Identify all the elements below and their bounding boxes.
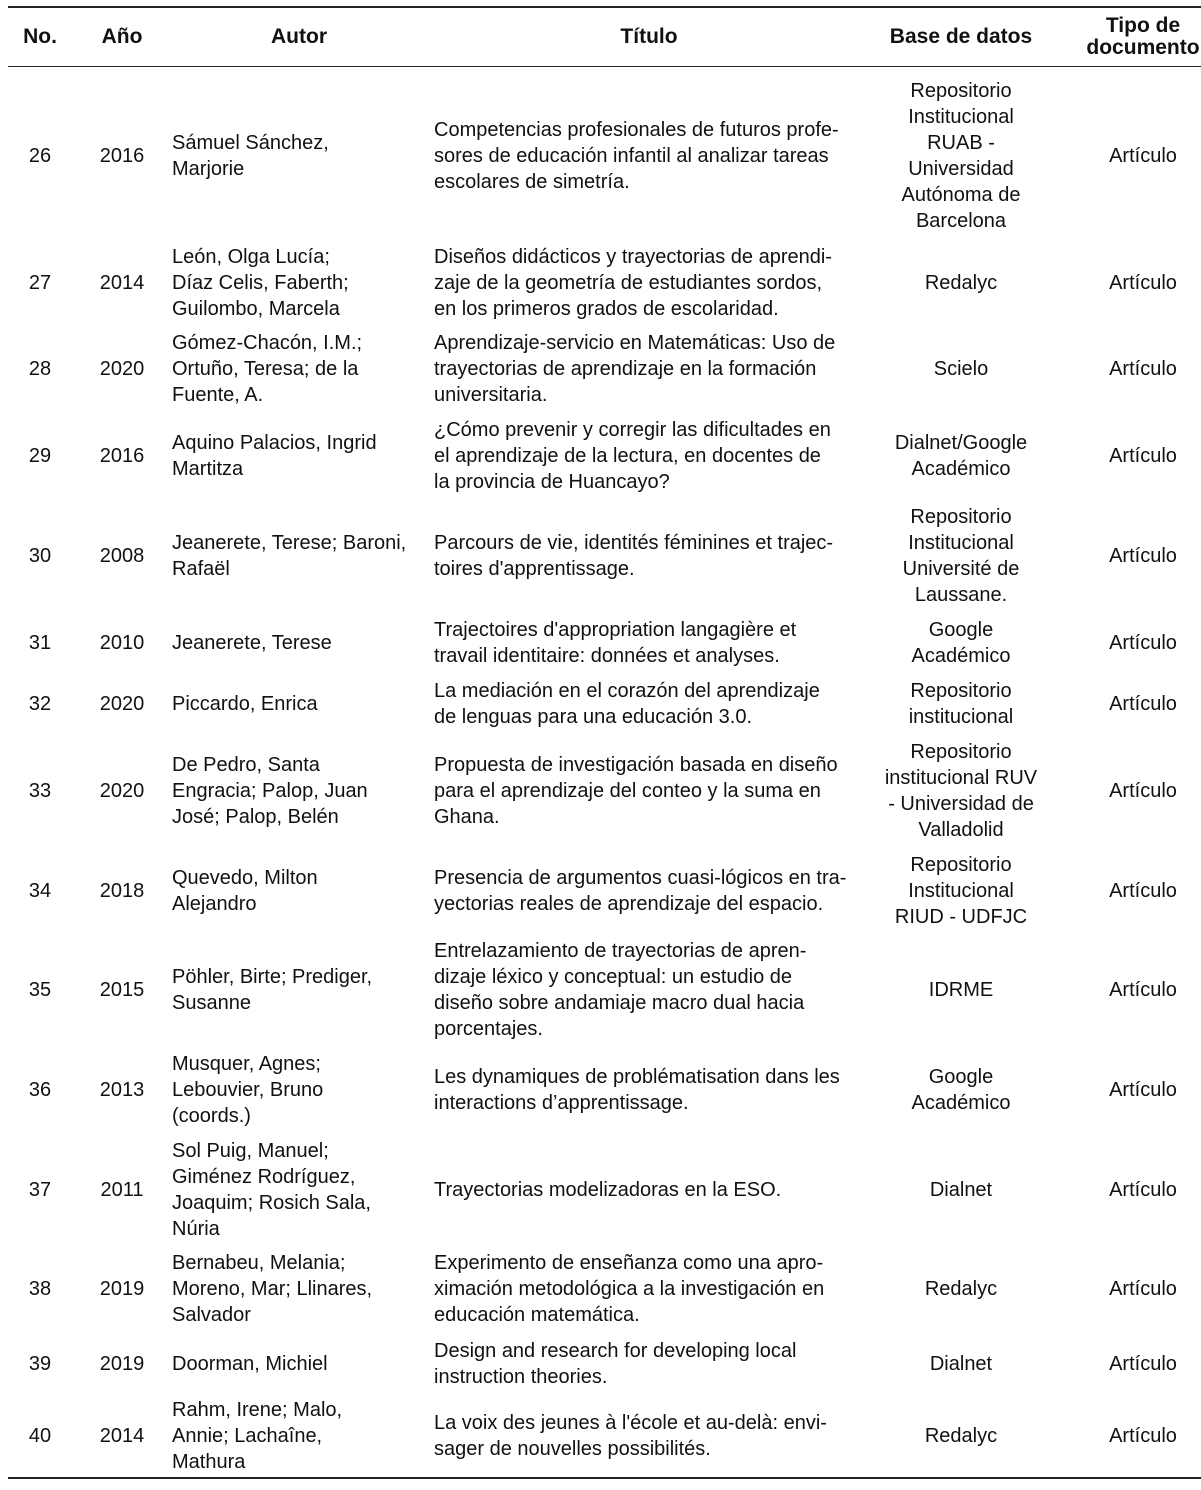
title-line: Trajectoires d'appropriation langagière et: [434, 619, 797, 641]
author-line: Jeanerete, Terese; Baroni,: [172, 532, 407, 554]
author-line: Rafaël: [172, 558, 230, 580]
cell-author: [172, 67, 426, 242]
table-row: [8, 241, 1201, 325]
cell-database: [872, 1395, 1050, 1478]
database-line: Académico: [911, 645, 1011, 667]
cell-no: 40: [28, 1425, 52, 1447]
database-line: institucional: [908, 706, 1014, 728]
cell-no: 31: [28, 632, 52, 654]
author-line: Núria: [172, 1218, 220, 1240]
title-line: Experimento de enseñanza como una apro-: [434, 1252, 824, 1274]
database-line: Académico: [911, 1092, 1011, 1114]
author-line: Mathura: [172, 1451, 246, 1473]
cell-database: [872, 1245, 1050, 1333]
cell-title: [426, 499, 872, 613]
cell-year: 2019: [99, 1353, 145, 1375]
cell-author: [172, 847, 426, 935]
title-line: Design and research for developing local: [434, 1340, 797, 1362]
cell-no: 39: [28, 1353, 52, 1375]
cell-year: 2019: [99, 1278, 145, 1300]
cell-no: 29: [28, 445, 52, 467]
title-line: Parcours de vie, identités féminines et trajec-: [434, 532, 834, 554]
cell-title: [426, 1395, 872, 1478]
table-row: [8, 325, 1201, 413]
author-line: Aquino Palacios, Ingrid: [172, 432, 377, 454]
cell-year: 2011: [100, 1179, 144, 1201]
title-line: interactions d’apprentissage.: [434, 1092, 689, 1114]
database-line: Redalyc: [924, 272, 998, 294]
cell-doc-type: Artículo: [1109, 979, 1177, 1001]
title-line: trayectorias de aprendizaje en la formación: [434, 358, 817, 380]
table-row: [8, 673, 1201, 735]
title-line: dizaje léxico y conceptual: un estudio de: [434, 966, 793, 988]
cell-author: [172, 673, 426, 735]
cell-year: 2018: [99, 880, 145, 902]
database-line: RIUD - UDFJC: [894, 906, 1028, 928]
cell-doc-type: Artículo: [1109, 1079, 1177, 1101]
cell-author: [172, 1045, 426, 1135]
title-line: La mediación en el corazón del aprendizaje: [434, 680, 820, 702]
title-line: educación matemática.: [434, 1304, 640, 1326]
database-line: RUAB -: [927, 132, 995, 154]
cell-database: [872, 673, 1050, 735]
author-line: Pöhler, Birte; Prediger,: [172, 966, 373, 988]
author-line: Jeanerete, Terese: [172, 632, 332, 654]
database-line: Académico: [911, 458, 1011, 480]
table-row: [8, 499, 1201, 613]
author-line: Engracia; Palop, Juan: [172, 780, 368, 802]
cell-doc-type: Artículo: [1109, 880, 1177, 902]
header-doc-type-line: Tipo de: [1105, 14, 1181, 37]
header-database: Base de datos: [889, 25, 1033, 48]
author-line: Doorman, Michiel: [172, 1353, 328, 1375]
cell-year: 2014: [99, 272, 145, 294]
cell-title: [426, 413, 872, 499]
cell-author: [172, 413, 426, 499]
cell-author: [172, 499, 426, 613]
title-line: Les dynamiques de problématisation dans les: [434, 1066, 840, 1088]
cell-year: 2015: [99, 979, 145, 1001]
database-line: Repositorio: [910, 854, 1012, 876]
header-no: No.: [23, 25, 57, 48]
table-row: [8, 1395, 1201, 1478]
title-line: Competencias profesionales de futuros profe-: [434, 119, 839, 141]
cell-title: [426, 325, 872, 413]
cell-title: [426, 241, 872, 325]
author-line: Musquer, Agnes;: [172, 1053, 321, 1075]
title-line: porcentajes.: [434, 1018, 543, 1040]
database-line: Redalyc: [924, 1278, 998, 1300]
title-line: para el aprendizaje del conteo y la suma en: [434, 780, 821, 802]
cell-doc-type: Artículo: [1109, 693, 1177, 715]
title-line: escolares de simetría.: [434, 171, 630, 193]
database-line: Universidad: [908, 158, 1014, 180]
table-row: [8, 613, 1201, 673]
cell-database: [872, 413, 1050, 499]
author-line: León, Olga Lucía;: [172, 246, 330, 268]
cell-database: [872, 735, 1050, 847]
title-line: instruction theories.: [434, 1366, 608, 1388]
cell-author: [172, 735, 426, 847]
title-line: en los primeros grados de escolaridad.: [434, 298, 779, 320]
title-line: sores de educación infantil al analizar tareas: [434, 145, 829, 167]
table-body: [8, 67, 1201, 1479]
database-line: Dialnet: [929, 1353, 993, 1375]
title-line: yectorias reales de aprendizaje del espacio.: [434, 893, 824, 915]
author-line: Joaquim; Rosich Sala,: [172, 1192, 371, 1214]
cell-author: [172, 613, 426, 673]
table-row: [8, 935, 1201, 1045]
author-line: Sámuel Sánchez,: [172, 132, 329, 154]
cell-doc-type: Artículo: [1109, 1425, 1177, 1447]
author-line: De Pedro, Santa: [172, 754, 320, 776]
table-row: [8, 67, 1201, 242]
cell-title: [426, 1245, 872, 1333]
cell-doc-type: Artículo: [1109, 358, 1177, 380]
database-line: Google: [928, 1066, 994, 1088]
cell-title: [426, 935, 872, 1045]
cell-year: 2016: [99, 445, 145, 467]
cell-year: 2010: [99, 632, 145, 654]
title-line: ximación metodológica a la investigación en: [434, 1278, 825, 1300]
database-line: Barcelona: [915, 210, 1007, 232]
database-line: Repositorio: [910, 506, 1012, 528]
references-table: [8, 6, 1201, 1479]
cell-doc-type: Artículo: [1109, 780, 1177, 802]
table-row: [8, 1333, 1201, 1395]
cell-title: [426, 1045, 872, 1135]
author-line: Díaz Celis, Faberth;: [172, 272, 349, 294]
author-line: Gómez-Chacón, I.M.;: [172, 332, 363, 354]
cell-year: 2020: [99, 693, 145, 715]
cell-database: [872, 613, 1050, 673]
cell-author: [172, 325, 426, 413]
cell-doc-type: Artículo: [1109, 1278, 1177, 1300]
cell-no: 38: [28, 1278, 52, 1300]
cell-doc-type: Artículo: [1109, 272, 1177, 294]
cell-doc-type: Artículo: [1109, 145, 1177, 167]
title-line: sager de nouvelles possibilités.: [434, 1438, 711, 1460]
cell-database: [872, 67, 1050, 242]
title-line: ¿Cómo prevenir y corregir las dificultades en: [434, 419, 831, 441]
author-line: Salvador: [172, 1304, 251, 1326]
table-row: [8, 1245, 1201, 1333]
cell-author: [172, 1245, 426, 1333]
header-title: Título: [620, 25, 678, 48]
title-line: Trayectorias modelizadoras en la ESO.: [434, 1179, 782, 1201]
cell-title: [426, 1333, 872, 1395]
cell-title: [426, 673, 872, 735]
header-doc-type-line: documento: [1086, 36, 1200, 59]
author-line: Quevedo, Milton: [172, 867, 318, 889]
cell-year: 2020: [99, 358, 145, 380]
cell-author: [172, 241, 426, 325]
author-line: (coords.): [172, 1105, 251, 1127]
author-line: Guilombo, Marcela: [172, 298, 340, 320]
database-line: - Universidad de: [888, 793, 1034, 815]
cell-doc-type: Artículo: [1109, 545, 1177, 567]
cell-year: 2020: [99, 780, 145, 802]
author-line: Bernabeu, Melania;: [172, 1252, 346, 1274]
title-line: Propuesta de investigación basada en diseño: [434, 754, 838, 776]
author-line: Alejandro: [172, 893, 257, 915]
cell-no: 27: [28, 272, 52, 294]
cell-database: [872, 241, 1050, 325]
author-line: Susanne: [172, 992, 251, 1014]
database-line: Repositorio: [910, 741, 1012, 763]
database-line: Université de: [902, 558, 1020, 580]
author-line: Sol Puig, Manuel;: [172, 1140, 329, 1162]
author-line: Annie; Lachaîne,: [172, 1425, 323, 1447]
cell-no: 35: [28, 979, 52, 1001]
database-line: Repositorio: [910, 80, 1012, 102]
cell-no: 32: [28, 693, 52, 715]
cell-no: 30: [28, 545, 52, 567]
table-row: [8, 1135, 1201, 1245]
database-line: Institucional: [908, 106, 1014, 128]
cell-title: [426, 613, 872, 673]
database-line: Dialnet: [929, 1179, 993, 1201]
title-line: Diseños didácticos y trayectorias de aprendi-: [434, 246, 832, 268]
database-line: Institucional: [908, 880, 1014, 902]
cell-title: [426, 735, 872, 847]
title-line: La voix des jeunes à l'école et au-delà: envi-: [434, 1412, 827, 1434]
database-line: Valladolid: [918, 819, 1004, 841]
title-line: la provincia de Huancayo?: [434, 471, 670, 493]
cell-database: [872, 1135, 1050, 1245]
database-line: Redalyc: [924, 1425, 998, 1447]
author-line: Marjorie: [172, 158, 245, 180]
title-line: universitaria.: [434, 384, 548, 406]
cell-no: 33: [28, 780, 52, 802]
title-line: Aprendizaje-servicio en Matemáticas: Uso de: [434, 332, 836, 354]
cell-database: [872, 847, 1050, 935]
cell-no: 37: [28, 1179, 52, 1201]
database-line: Dialnet/Google: [894, 432, 1028, 454]
header-row: [8, 7, 1201, 67]
title-line: Ghana.: [434, 806, 500, 828]
database-line: institucional RUV: [884, 767, 1038, 789]
cell-database: [872, 499, 1050, 613]
cell-no: 28: [28, 358, 52, 380]
table-row: [8, 735, 1201, 847]
cell-doc-type: Artículo: [1109, 632, 1177, 654]
cell-no: 36: [28, 1079, 52, 1101]
author-line: José; Palop, Belén: [172, 806, 339, 828]
title-line: Presencia de argumentos cuasi-lógicos en tra-: [434, 867, 847, 889]
table-header: [8, 7, 1201, 67]
cell-doc-type: Artículo: [1109, 445, 1177, 467]
title-line: zaje de la geometría de estudiantes sordos,: [434, 272, 823, 294]
cell-database: [872, 325, 1050, 413]
title-line: de lenguas para una educación 3.0.: [434, 706, 753, 728]
cell-title: [426, 1135, 872, 1245]
cell-author: [172, 1395, 426, 1478]
table-row: [8, 413, 1201, 499]
database-line: Laussane.: [914, 584, 1008, 606]
cell-database: [872, 1333, 1050, 1395]
cell-author: [172, 1135, 426, 1245]
title-line: diseño sobre andamiaje macro dual hacia: [434, 992, 805, 1014]
author-line: Moreno, Mar; Llinares,: [172, 1278, 373, 1300]
cell-no: 34: [28, 880, 52, 902]
cell-doc-type: Artículo: [1109, 1179, 1177, 1201]
cell-year: 2013: [99, 1079, 145, 1101]
cell-title: [426, 67, 872, 242]
cell-author: [172, 935, 426, 1045]
title-line: Entrelazamiento de trayectorias de apren-: [434, 940, 807, 962]
cell-title: [426, 847, 872, 935]
author-line: Fuente, A.: [172, 384, 264, 406]
cell-year: 2016: [99, 145, 145, 167]
database-line: Autónoma de: [901, 184, 1021, 206]
author-line: Giménez Rodríguez,: [172, 1166, 356, 1188]
database-line: Google: [928, 619, 994, 641]
cell-database: [872, 935, 1050, 1045]
cell-no: 26: [28, 145, 52, 167]
table-row: [8, 1045, 1201, 1135]
database-line: Institucional: [908, 532, 1014, 554]
database-line: IDRME: [928, 979, 994, 1001]
author-line: Piccardo, Enrica: [172, 693, 318, 715]
title-line: el aprendizaje de la lectura, en docentes de: [434, 445, 821, 467]
cell-year: 2008: [99, 545, 145, 567]
cell-database: [872, 1045, 1050, 1135]
cell-year: 2014: [99, 1425, 145, 1447]
header-author: Autor: [271, 25, 327, 48]
author-line: Lebouvier, Bruno: [172, 1079, 324, 1101]
author-line: Rahm, Irene; Malo,: [172, 1399, 343, 1421]
title-line: toires d'apprentissage.: [434, 558, 635, 580]
header-doc-type: [1050, 7, 1201, 67]
author-line: Ortuño, Teresa; de la: [172, 358, 359, 380]
database-line: Repositorio: [910, 680, 1012, 702]
header-year: Año: [101, 25, 143, 48]
cell-author: [172, 1333, 426, 1395]
cell-doc-type: Artículo: [1109, 1353, 1177, 1375]
author-line: Martitza: [172, 458, 244, 480]
references-table-container: [8, 6, 1200, 1479]
database-line: Scielo: [933, 358, 989, 380]
title-line: travail identitaire: données et analyses.: [434, 645, 780, 667]
table-row: [8, 847, 1201, 935]
